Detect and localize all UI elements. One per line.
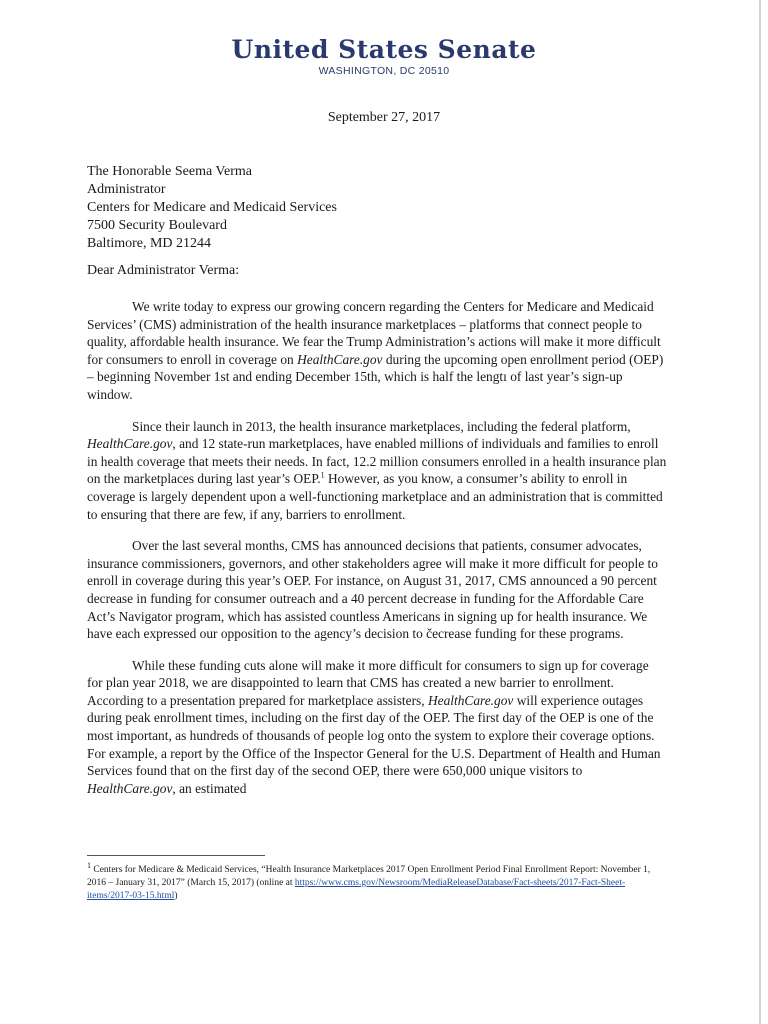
paragraph-4-text-c: , an estimated bbox=[172, 780, 247, 796]
paragraph-2-text-c: However, as you know, a consumer’s ability to enroll in coverage is largely dependent upon a well-functioning marketplace and an administration that is committed to ensuring that there are few, if any, barriers to enrollment. bbox=[87, 471, 663, 522]
senate-title: United States Senate bbox=[231, 35, 537, 64]
footnote bbox=[87, 860, 667, 903]
paragraph-3 bbox=[87, 537, 667, 643]
addressee-name: The Honorable Seema Verma bbox=[87, 164, 252, 179]
letterhead bbox=[0, 36, 768, 77]
paragraph-1 bbox=[87, 298, 667, 404]
senate-address: WASHINGTON, DC 20510 bbox=[318, 65, 450, 77]
footnote-divider bbox=[87, 855, 265, 856]
addressee-title: Administrator bbox=[87, 182, 166, 197]
footnote-link[interactable]: https://www.cms.gov/Newsroom/MediaReleaseDatabase/Fact-sheets/2017-Fact-Sheet-items/2017-03-15.html bbox=[87, 878, 626, 901]
paragraph-1-site-name: HealthCare.gov bbox=[297, 351, 383, 367]
addressee-street: 7500 Security Boulevard bbox=[87, 218, 227, 233]
paragraph-3-text-a: Over the last several months, CMS has announced decisions that patients, consumer advocates, insurance commissioners, governors, and other stakeholders agree will make it more difficult for people to enroll in coverage during this year’s OEP. For instance, on August 31, 2017, CMS announced a 90 percent decrease in funding for consumer outreach and a 40 percent decrease in funding for the Affordable Care Act’s Navigator program, which has assisted countless Americans in signing up for health insurance. We have each expressed our opposition to the agency’s decision to čecrease funding for these programs. bbox=[87, 538, 658, 642]
footnote-ref[interactable]: 1 bbox=[320, 470, 325, 480]
footnote-text: Centers for Medicare & Medicaid Services, “Health Insurance Marketplaces 2017 Open Enrollment Period Final Enrollment Report: November 1, 2016 – January 31, 2017” (March 15, 2017) (online at bbox=[87, 865, 651, 888]
addressee-city: Baltimore, MD 21244 bbox=[87, 236, 212, 251]
paragraph-4-text-a: While these funding cuts alone will make it more difficult for consumers to sign up for coverage for plan year 2018, we are disappointed to learn that CMS has created a new barrier to enrollment. According to a presentation prepared for marketplace assisters, bbox=[87, 657, 649, 708]
letter-date: September 27, 2017 bbox=[327, 110, 441, 125]
letter-body bbox=[87, 298, 667, 811]
paragraph-2-text-b: , and 12 state-run marketplaces, have enabled millions of individuals and families to enroll in health coverage that meets their needs. In fact, 12.2 million consumers enrolled in a health insurance plan on the marketplaces during last year’s OEP. bbox=[87, 436, 667, 487]
paragraph-4-site-name-2: HealthCare.gov bbox=[87, 780, 173, 796]
addressee-block bbox=[87, 163, 337, 253]
addressee-agency: Centers for Medicare and Medicaid Services bbox=[87, 200, 337, 215]
paragraph-2-text-a: Since their launch in 2013, the health insurance marketplaces, including the federal platform, bbox=[132, 418, 631, 434]
paragraph-1-text-b: during the upcoming open enrollment period (OEP) – beginning November 1st and ending December 15th, which is half the lengtı of last year’s sign-up window. bbox=[87, 351, 664, 402]
salutation: Dear Administrator Verma: bbox=[87, 263, 240, 278]
paragraph-4-text-b: will experience outages during peak enrollment times, including on the first day of the OEP. The first day of the OEP is one of the most important, as hundreds of thousands of people log onto the system to explore their coverage options. For example, a report by the Office of the Inspector General for the U.S. Department of Health and Human Services found that on the first day of the second OEP, there were 650,000 unique visitors to bbox=[87, 692, 661, 779]
paragraph-4 bbox=[87, 657, 667, 798]
page-edge bbox=[759, 0, 761, 1024]
paragraph-1-text-a: We write today to express our growing concern regarding the Centers for Medicare and Medicaid Services’ (CMS) administration of the health insurance marketplaces – platforms that connect people to quality, affordable health insurance. We fear the Trump Administration’s actions will make it more difficult for consumers to enroll in coverage on bbox=[87, 299, 661, 367]
paragraph-2-site-name: HealthCare.gov bbox=[87, 436, 173, 452]
paragraph-4-site-name-1: HealthCare.gov bbox=[427, 692, 514, 708]
footnote-close: ) bbox=[174, 891, 178, 901]
footnote-marker: 1 bbox=[87, 860, 91, 870]
paragraph-2 bbox=[87, 418, 667, 524]
